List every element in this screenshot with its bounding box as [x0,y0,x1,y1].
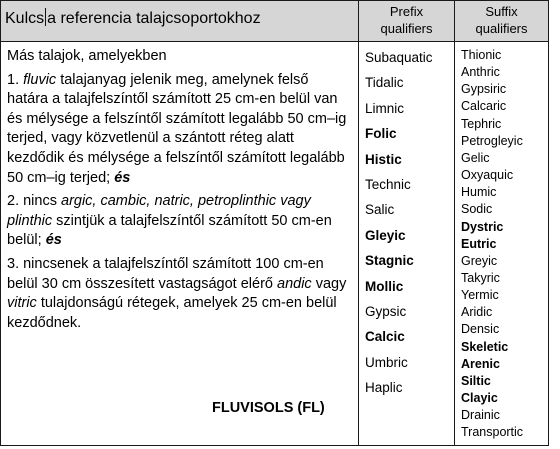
qualifier-item: Tidalic [365,75,404,91]
qualifier-item: Gelic [461,150,490,165]
title-part-1: Kulcs [5,10,45,27]
qualifier-item: Technic [365,177,411,192]
qualifier-item: Humic [461,185,497,200]
suffix-header-line-1: Suffix [485,4,518,19]
criterion-1 [7,71,352,189]
qualifier-item: Folic [365,126,397,142]
criterion-1-and: és [114,169,131,186]
title-part-2: a referencia talajcsoportokhoz [47,10,261,27]
criterion-3-term-2: vitric [7,295,37,312]
qualifier-item: Aridic [461,305,493,320]
qualifier-item: Dystric [461,219,504,234]
suffix-header [455,3,548,37]
criterion-2-and: és [45,232,62,249]
criterion-2-terms: argic, cambic, natric, petroplinthic vagy plinthic [7,193,311,229]
qualifier-item: Densic [461,322,500,337]
criterion-3-text-2: tulajdonságú rétegek, amelyek 25 cm-en belül kezdődnek. [7,295,337,331]
column-divider-1 [358,1,359,445]
header-divider [1,41,548,42]
column-divider-2 [454,1,455,445]
qualifier-item: Umbric [365,354,408,370]
qualifier-item: Petrogleyic [461,133,523,148]
qualifier-item: Subaquatic [365,50,433,65]
qualifier-item: Greyic [461,253,498,268]
suffix-header-line-2: qualifiers [475,21,528,36]
qualifier-item: Siltic [461,373,491,388]
qualifier-item: Gypsic [365,304,407,319]
reference-group-name: FLUVISOLS (FL) [212,400,325,416]
prefix-header [359,3,454,37]
qualifier-item: Yermic [461,288,499,303]
prefix-header-line-2: qualifiers [380,21,433,36]
qualifier-item: Anthric [461,65,500,80]
criterion-1-number: 1. [7,71,24,88]
qualifier-item: Eutric [461,236,497,251]
criterion-2-number: 2. nincs [7,193,61,210]
qualifier-item: Limnic [365,100,405,116]
table-title [5,8,261,28]
criterion-1-term: fluvic [23,71,57,88]
intro-line: Más talajok, amelyekben [7,48,167,64]
criterion-3-text-1: 3. nincsenek a talajfelszíntől számított 100 cm-en belül 30 cm összesített vastagságot elérő [7,255,324,292]
qualifier-item: Skeletic [461,339,509,354]
qualifier-item: Oxyaquic [461,168,514,183]
qualifier-item: Haplic [365,380,403,396]
qualifier-item: Thionic [461,48,502,62]
qualifier-item: Drainic [461,408,500,423]
criterion-3 [7,255,352,333]
qualifier-item: Gleyic [365,227,406,243]
qualifier-item: Transportic [461,425,524,440]
qualifier-item: Mollic [365,278,404,294]
qualifier-item: Arenic [461,356,500,371]
criterion-3-or: vagy [311,275,347,292]
criterion-3-term-1: andic [277,275,312,292]
criterion-2 [7,192,352,251]
qualifier-item: Salic [365,202,395,218]
qualifier-item: Sodic [461,202,493,217]
qualifier-item: Gypsiric [461,82,507,97]
qualifier-item: Calcic [365,329,405,345]
qualifier-item: Clayic [461,391,498,405]
qualifier-item: Tephric [461,116,502,131]
criterion-2-text: szintjük a talajfelszíntől számított 50 cm-en belül; [7,212,332,249]
qualifier-item: Stagnic [365,253,414,269]
qualifier-item: Histic [365,151,402,167]
text-cursor [45,8,46,26]
qualifier-item: Calcaric [461,99,507,114]
criterion-1-text: talajanyag jelenik meg, amelynek felső határa a talajfelszíntől számított 25 cm-en belül van és mélysége a felszíntől számított legalább 50 cm–ig terjed, vagy közvetlenül a szántott réteg alatt kezdődik és mélysége a felszíntől számított legalább 50 cm–ig terjed; [7,71,347,186]
criteria-text [7,47,352,333]
prefix-header-line-1: Prefix [389,4,424,19]
qualifier-item: Takyric [461,270,500,285]
